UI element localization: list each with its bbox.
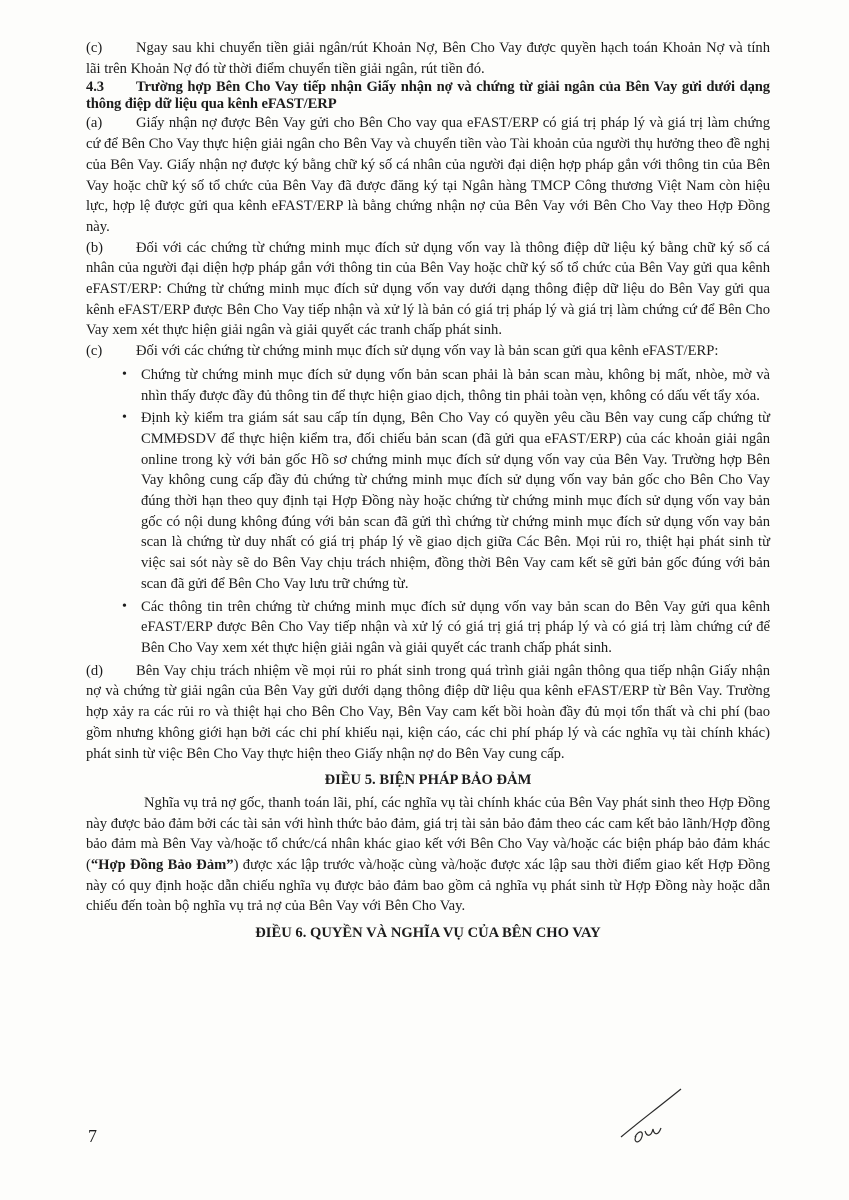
paragraph-c-disbursement xyxy=(86,38,770,79)
list-item: • Chứng từ chứng minh mục đích sử dụng vốn bản scan phải là bản scan màu, không bị mất, nhòe, mờ và nhìn thấy được đầy đủ thông tin để thực hiện giao dịch, thông tin phải toàn vẹn, không có dấu vết tẩy xóa. xyxy=(141,365,770,406)
list-item: • Các thông tin trên chứng từ chứng minh mục đích sử dụng vốn vay bản scan do Bên Vay gửi qua kênh eFAST/ERP được Bên Cho Vay tiếp nhận và xử lý có giá trị giá trị pháp lý và có giá trị làm chứng cứ để Bên Cho Vay xem xét thực hiện giải ngân và giải quyết các tranh chấp phát sinh. xyxy=(141,597,770,659)
list-item: • Định kỳ kiểm tra giám sát sau cấp tín dụng, Bên Cho Vay có quyền yêu cầu Bên vay cung cấp chứng từ CMMĐSDV để thực hiện kiểm tra, đối chiếu bản scan (đã gửi qua eFAST/ERP) của các khoản giải ngân online trong kỳ với bản gốc Hồ sơ chứng minh mục đích sử dụng vốn vay của Bên Vay. Trường hợp Bên Vay không cung cấp đầy đủ chứng từ chứng minh mục đích sử dụng vốn vay bản gốc cho Bên Cho Vay đúng thời hạn theo quy định tại Hợp Đồng này hoặc chứng từ chứng minh mục đích sử dụng vốn vay bản gốc có nội dung không đúng với bản scan đã gửi thì chứng từ chứng minh mục đích sử dụng vốn vay bản scan là chứng từ duy nhất có giá trị pháp lý về giao dịch giữa Các Bên. Mọi rủi ro, thiệt hại phát sinh từ việc sai sót này sẽ do Bên Vay chịu trách nhiệm, đồng thời Bên Vay cam kết sẽ gửi bản gốc đúng với bản scan đã gửi để Bên Cho Vay lưu trữ chứng từ. xyxy=(141,408,770,594)
paragraph-text: Đối với các chứng từ chứng minh mục đích sử dụng vốn vay là thông điệp dữ liệu ký bằng chữ ký số cá nhân của người đại diện hợp pháp gắn với thông tin của Bên Vay hoặc chữ ký số tổ chức của Bên Vay gửi qua kênh eFAST/ERP: Chứng từ chứng minh mục đích sử dụng vốn vay dưới dạng thông điệp dữ liệu do Bên Vay gửi qua kênh eFAST/ERP được Bên Cho Vay tiếp nhận và xử lý là bản có giá trị pháp lý và giá trị làm chứng cứ để Bên Cho Vay xem xét thực hiện giải ngân và giải quyết các tranh chấp phát sinh. xyxy=(86,239,770,339)
paragraph-b xyxy=(86,238,770,342)
section-title: Trường hợp Bên Cho Vay tiếp nhận Giấy nhận nợ và chứng từ giải ngân của Bên Vay gửi dưới dạng thông điệp dữ liệu qua kênh eFAST/ERP xyxy=(86,79,770,113)
paragraph-label: (a) xyxy=(86,115,103,132)
paragraph-text: Ngay sau khi chuyển tiền giải ngân/rút Khoản Nợ, Bên Cho Vay được quyền hạch toán Khoản Nợ và tính lãi trên Khoản Nợ đó từ thời điểm chuyển tiền giải ngân, rút tiền đó. xyxy=(86,40,770,77)
scan-requirements-list xyxy=(86,365,770,659)
paragraph-text: Bên Vay chịu trách nhiệm về mọi rủi ro phát sinh trong quá trình giải ngân thông qua tiếp nhận Giấy nhận nợ và chứng từ giải ngân của Bên Vay gửi dưới dạng thông điệp dữ liệu qua kênh eFAST/ERP từ Bên Vay. Trường hợp xảy ra các rủi ro và thiệt hại cho Bên Cho Vay, Bên Vay cam kết bồi hoàn đầy đủ mọi tổn thất và chi phí (bao gồm nhưng không giới hạn bởi các chi phí khiếu nại, kiện cáo, các chi phí pháp lý và các nghĩa vụ tài chính khác) phát sinh từ việc Bên Cho Vay thực hiện theo Giấy nhận nợ do Bên Vay cung cấp. xyxy=(86,662,770,762)
document-body xyxy=(86,38,770,946)
article-6-title: ĐIỀU 6. QUYỀN VÀ NGHĨA VỤ CỦA BÊN CHO VAY xyxy=(255,925,601,942)
section-number: 4.3 xyxy=(86,79,104,96)
paragraph-a xyxy=(86,113,770,237)
paragraph-c-scan xyxy=(86,341,770,362)
page-number: 7 xyxy=(88,1126,97,1146)
article-5-title: ĐIỀU 5. BIỆN PHÁP BẢO ĐẢM xyxy=(324,772,532,789)
paragraph-d xyxy=(86,661,770,765)
article-5-paragraph xyxy=(86,793,770,917)
paragraph-label: (c) xyxy=(86,40,103,56)
paragraph-text: Nghĩa vụ trả nợ gốc, thanh toán lãi, phí, các nghĩa vụ tài chính khác của Bên Vay phát sinh theo Hợp Đồng này được bảo đảm bởi các tài sản với hình thức bảo đảm, giá trị tài sản bảo đảm theo các cam kết bảo lãnh/Hợp đồng bảo đảm mà Bên Vay và/hoặc tổ chức/cá nhân khác giao kết với Bên Cho Vay và/hoặc các biện pháp bảo đảm khác ( xyxy=(86,794,770,874)
paragraph-text: Đối với các chứng từ chứng minh mục đích sử dụng vốn vay là bản scan gửi qua kênh eFAST/ERP: xyxy=(136,343,719,360)
defined-term: “Hợp Đồng Bảo Đảm” xyxy=(90,857,234,874)
signature-initials xyxy=(615,1085,705,1145)
paragraph-text: ) được xác lập trước và/hoặc cùng và/hoặc được xác lập sau thời điểm giao kết Hợp Đồng này có quy định hoặc dẫn chiếu nghĩa vụ được bảo đảm bao gồm cả nghĩa vụ phát sinh từ Hợp Đồng này hoặc dẫn chiếu đến toàn bộ nghĩa vụ trả nợ của Bên Vay với Bên Cho Vay. xyxy=(86,857,770,915)
paragraph-label: (c) xyxy=(86,343,103,360)
paragraph-text: Giấy nhận nợ được Bên Vay gửi cho Bên Cho vay qua eFAST/ERP có giá trị pháp lý và giá trị làm chứng cứ để Bên Cho Vay thực hiện giải ngân cho Bên Vay và chuyển tiền vào Tài khoản của người thụ hưởng theo đề nghị của Bên Vay. Giấy nhận nợ được ký bằng chữ ký số cá nhân của người đại diện hợp pháp gắn với thông tin của Bên Vay hoặc chữ ký số tổ chức của Bên Vay đã được đăng ký tại Ngân hàng TMCP Công thương Việt Nam còn hiệu lực, hợp lệ được gửi qua kênh eFAST/ERP là bằng chứng nhận nợ của Bên Vay với Bên Cho Vay theo Hợp Đồng này. xyxy=(86,115,770,235)
paragraph-label: (b) xyxy=(86,239,104,256)
paragraph-label: (d) xyxy=(86,662,104,679)
section-heading-4-3 xyxy=(86,79,770,113)
